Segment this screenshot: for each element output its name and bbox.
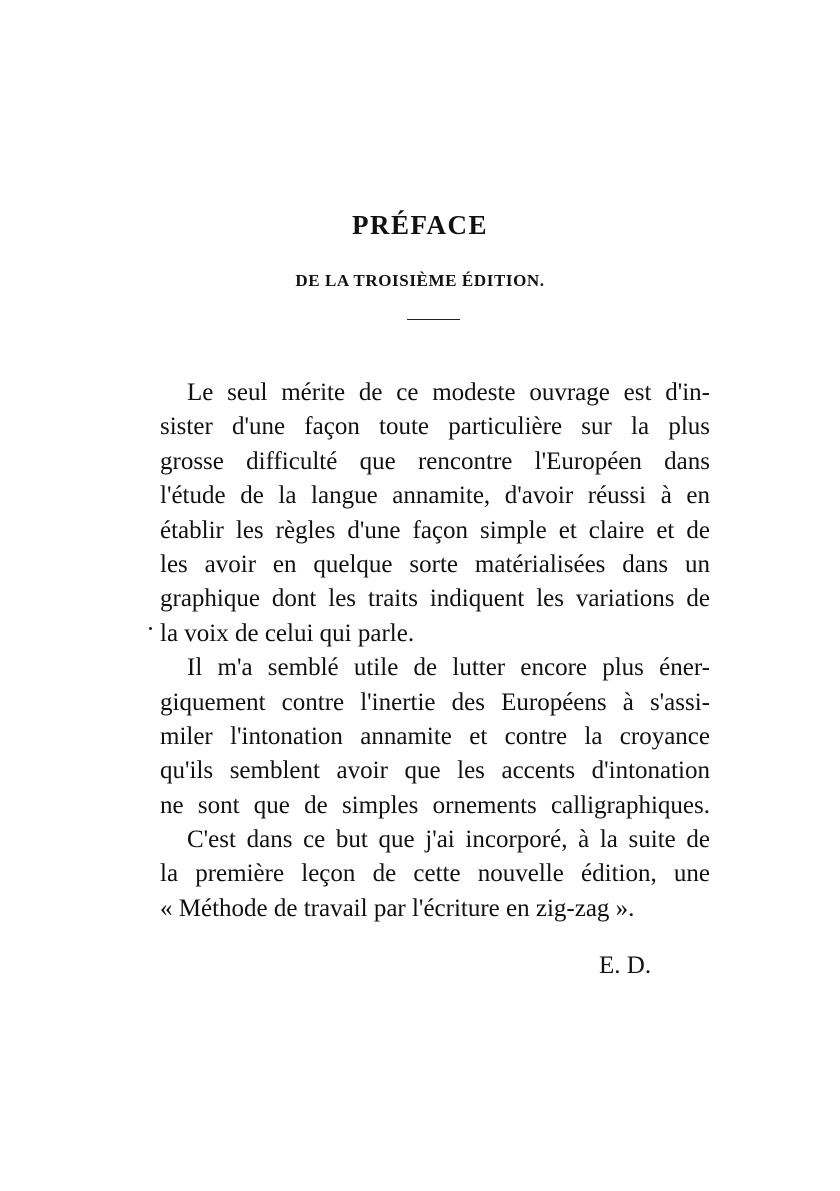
text-line: Il m'a semblé utile de lutter encore plus éner- (187, 654, 710, 682)
text-line: les avoir en quelque sorte matérialisées dans un (160, 550, 710, 578)
paragraph-3 (160, 823, 710, 926)
paragraph-2 (160, 651, 710, 823)
text-line: ne sont que de simples ornements calligraphiques. (160, 791, 710, 819)
text-line: qu'ils semblent avoir que les accents d'intonation (160, 757, 710, 785)
text-line: sister d'une façon toute particulière sur la plus (160, 413, 710, 441)
text-line: giquement contre l'inertie des Européens à s'assi- (160, 688, 710, 716)
title-divider (407, 319, 460, 320)
paragraph-1 (160, 376, 710, 651)
stray-ink-mark (149, 627, 152, 630)
text-line: la première leçon de cette nouvelle édition, une (160, 860, 710, 888)
text-line: « Méthode de travail par l'écriture en zig-zag ». (160, 894, 635, 922)
text-line: graphique dont les traits indiquent les variations de (160, 585, 710, 613)
text-line: l'étude de la langue annamite, d'avoir réussi à en (160, 482, 710, 510)
text-line: grosse difficulté que rencontre l'Européen dans (160, 447, 710, 475)
text-line: la voix de celui qui parle. (160, 619, 415, 647)
page-subtitle: DE LA TROISIÈME ÉDITION. (295, 271, 545, 290)
text-line: C'est dans ce but que j'ai incorporé, à la suite de (187, 826, 710, 854)
author-signature: E. D. (599, 952, 652, 979)
text-line: Le seul mérite de ce modeste ouvrage est d'in- (187, 379, 710, 406)
preface-body (160, 376, 710, 926)
text-line: établir les règles d'une façon simple et claire et de (160, 516, 710, 544)
text-line: miler l'intonation annamite et contre la croyance (160, 722, 710, 750)
page-title: PRÉFACE (352, 210, 488, 240)
